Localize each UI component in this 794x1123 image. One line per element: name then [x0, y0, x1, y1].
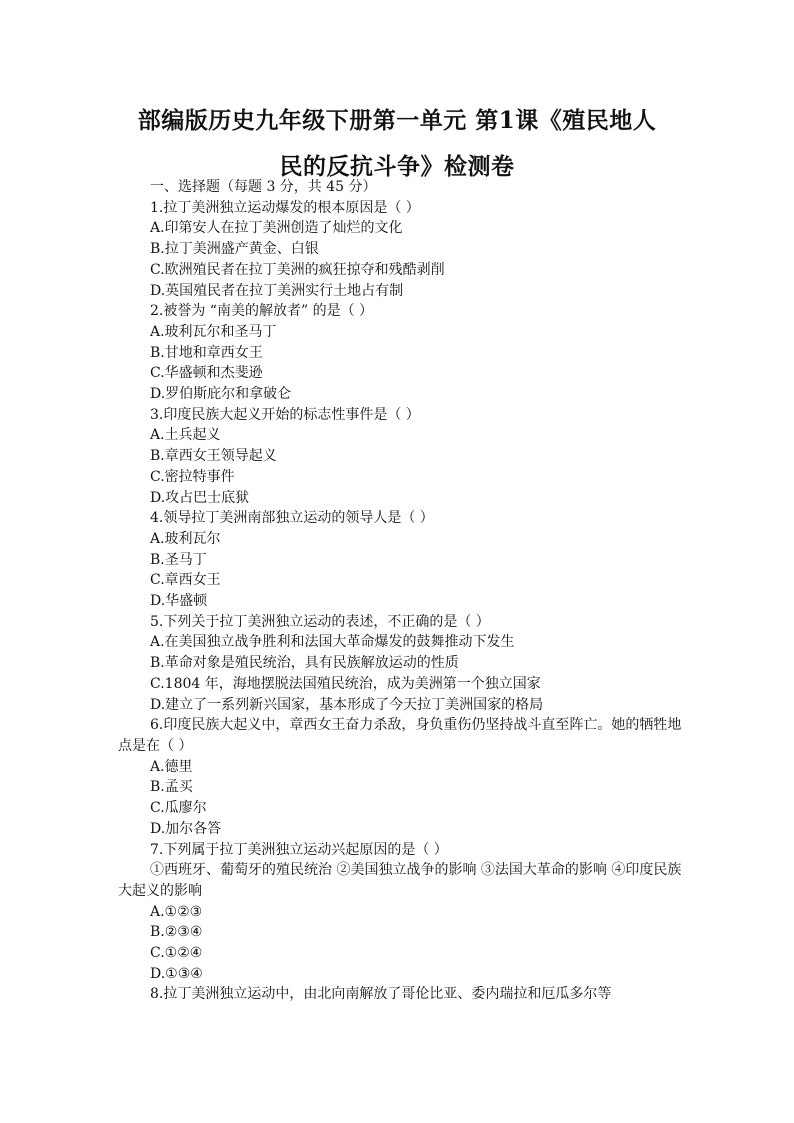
- question-option: B.孟买: [150, 779, 193, 796]
- question-option: D.英国殖民者在拉丁美洲实行土地占有制: [150, 282, 404, 299]
- question-option: D.加尔各答: [150, 820, 222, 837]
- document-body: [118, 177, 693, 1005]
- question-option: A.在美国独立战争胜利和法国大革命爆发的鼓舞推动下发生: [150, 634, 515, 651]
- question-stem: 2.被誉为 “南美的解放者” 的是（ ）: [150, 303, 374, 320]
- question-stem: 8.拉丁美洲独立运动中，由北向南解放了哥伦比亚、委内瑞拉和厄瓜多尔等: [150, 986, 612, 1003]
- question-option: B.拉丁美洲盛产黄金、白银: [150, 241, 319, 258]
- question-option: B.革命对象是殖民统治，具有民族解放运动的性质: [150, 655, 459, 672]
- question-option: B.甘地和章西女王: [150, 344, 263, 361]
- question-option: A.玻利瓦尔: [150, 530, 221, 547]
- question-option: B.圣马丁: [150, 551, 207, 568]
- question-option: C.1804 年，海地摆脱法国殖民统治，成为美洲第一个独立国家: [150, 675, 541, 692]
- question-option: D.华盛顿: [150, 593, 208, 610]
- question-stem: 6.印度民族大起义中，章西女王奋力杀敌，身负重伤仍坚持战斗直至阵亡。她的牺牲地点是在（ ）: [118, 717, 682, 754]
- question-option: A.土兵起义: [150, 427, 221, 444]
- question-option: B.②③④: [150, 924, 203, 941]
- question-option: A.①②③: [150, 903, 203, 920]
- question-option: C.瓜廖尔: [150, 800, 207, 817]
- question-option: C.欧洲殖民者在拉丁美洲的疯狂掠夺和残酷剥削: [150, 261, 445, 278]
- question-option: C.章西女王: [150, 572, 221, 589]
- title-line-2: 民的反抗斗争》检测卷: [279, 153, 515, 180]
- question-stem: 3.印度民族大起义开始的标志性事件是（ ）: [150, 406, 420, 423]
- question-option: D.①③④: [150, 965, 203, 982]
- question-stem: 7.下列属于拉丁美洲独立运动兴起原因的是（ ）: [150, 841, 448, 858]
- question-option: A.玻利瓦尔和圣马丁: [150, 323, 277, 340]
- question-stem: 4.领导拉丁美洲南部独立运动的领导人是（ ）: [150, 510, 434, 527]
- title-line-1: 部编版历史九年级下册第一单元 第1课《殖民地人: [137, 107, 657, 134]
- section-heading: 一、选择题（每题 3 分，共 45 分）: [150, 179, 377, 195]
- question-statements: ①西班牙、葡萄牙的殖民统治 ②美国独立战争的影响 ③法国大革命的影响 ④印度民族大起义的影响: [118, 862, 682, 899]
- question-option: C.密拉特事件: [150, 468, 235, 485]
- question-option: A.印第安人在拉丁美洲创造了灿烂的文化: [150, 220, 403, 237]
- question-option: A.德里: [150, 758, 193, 775]
- question-stem: 1.拉丁美洲独立运动爆发的根本原因是（ ）: [150, 199, 420, 216]
- question-option: D.罗伯斯庇尔和拿破仑: [150, 386, 292, 403]
- question-option: D.攻占巴士底狱: [150, 489, 250, 506]
- question-option: B.章西女王领导起义: [150, 448, 277, 465]
- question-option: D.建立了一系列新兴国家，基本形成了今天拉丁美洲国家的格局: [150, 696, 544, 713]
- question-stem: 5.下列关于拉丁美洲独立运动的表述，不正确的是（ ）: [150, 613, 490, 630]
- question-option: C.华盛顿和杰斐逊: [150, 365, 263, 382]
- question-option: C.①②④: [150, 945, 203, 962]
